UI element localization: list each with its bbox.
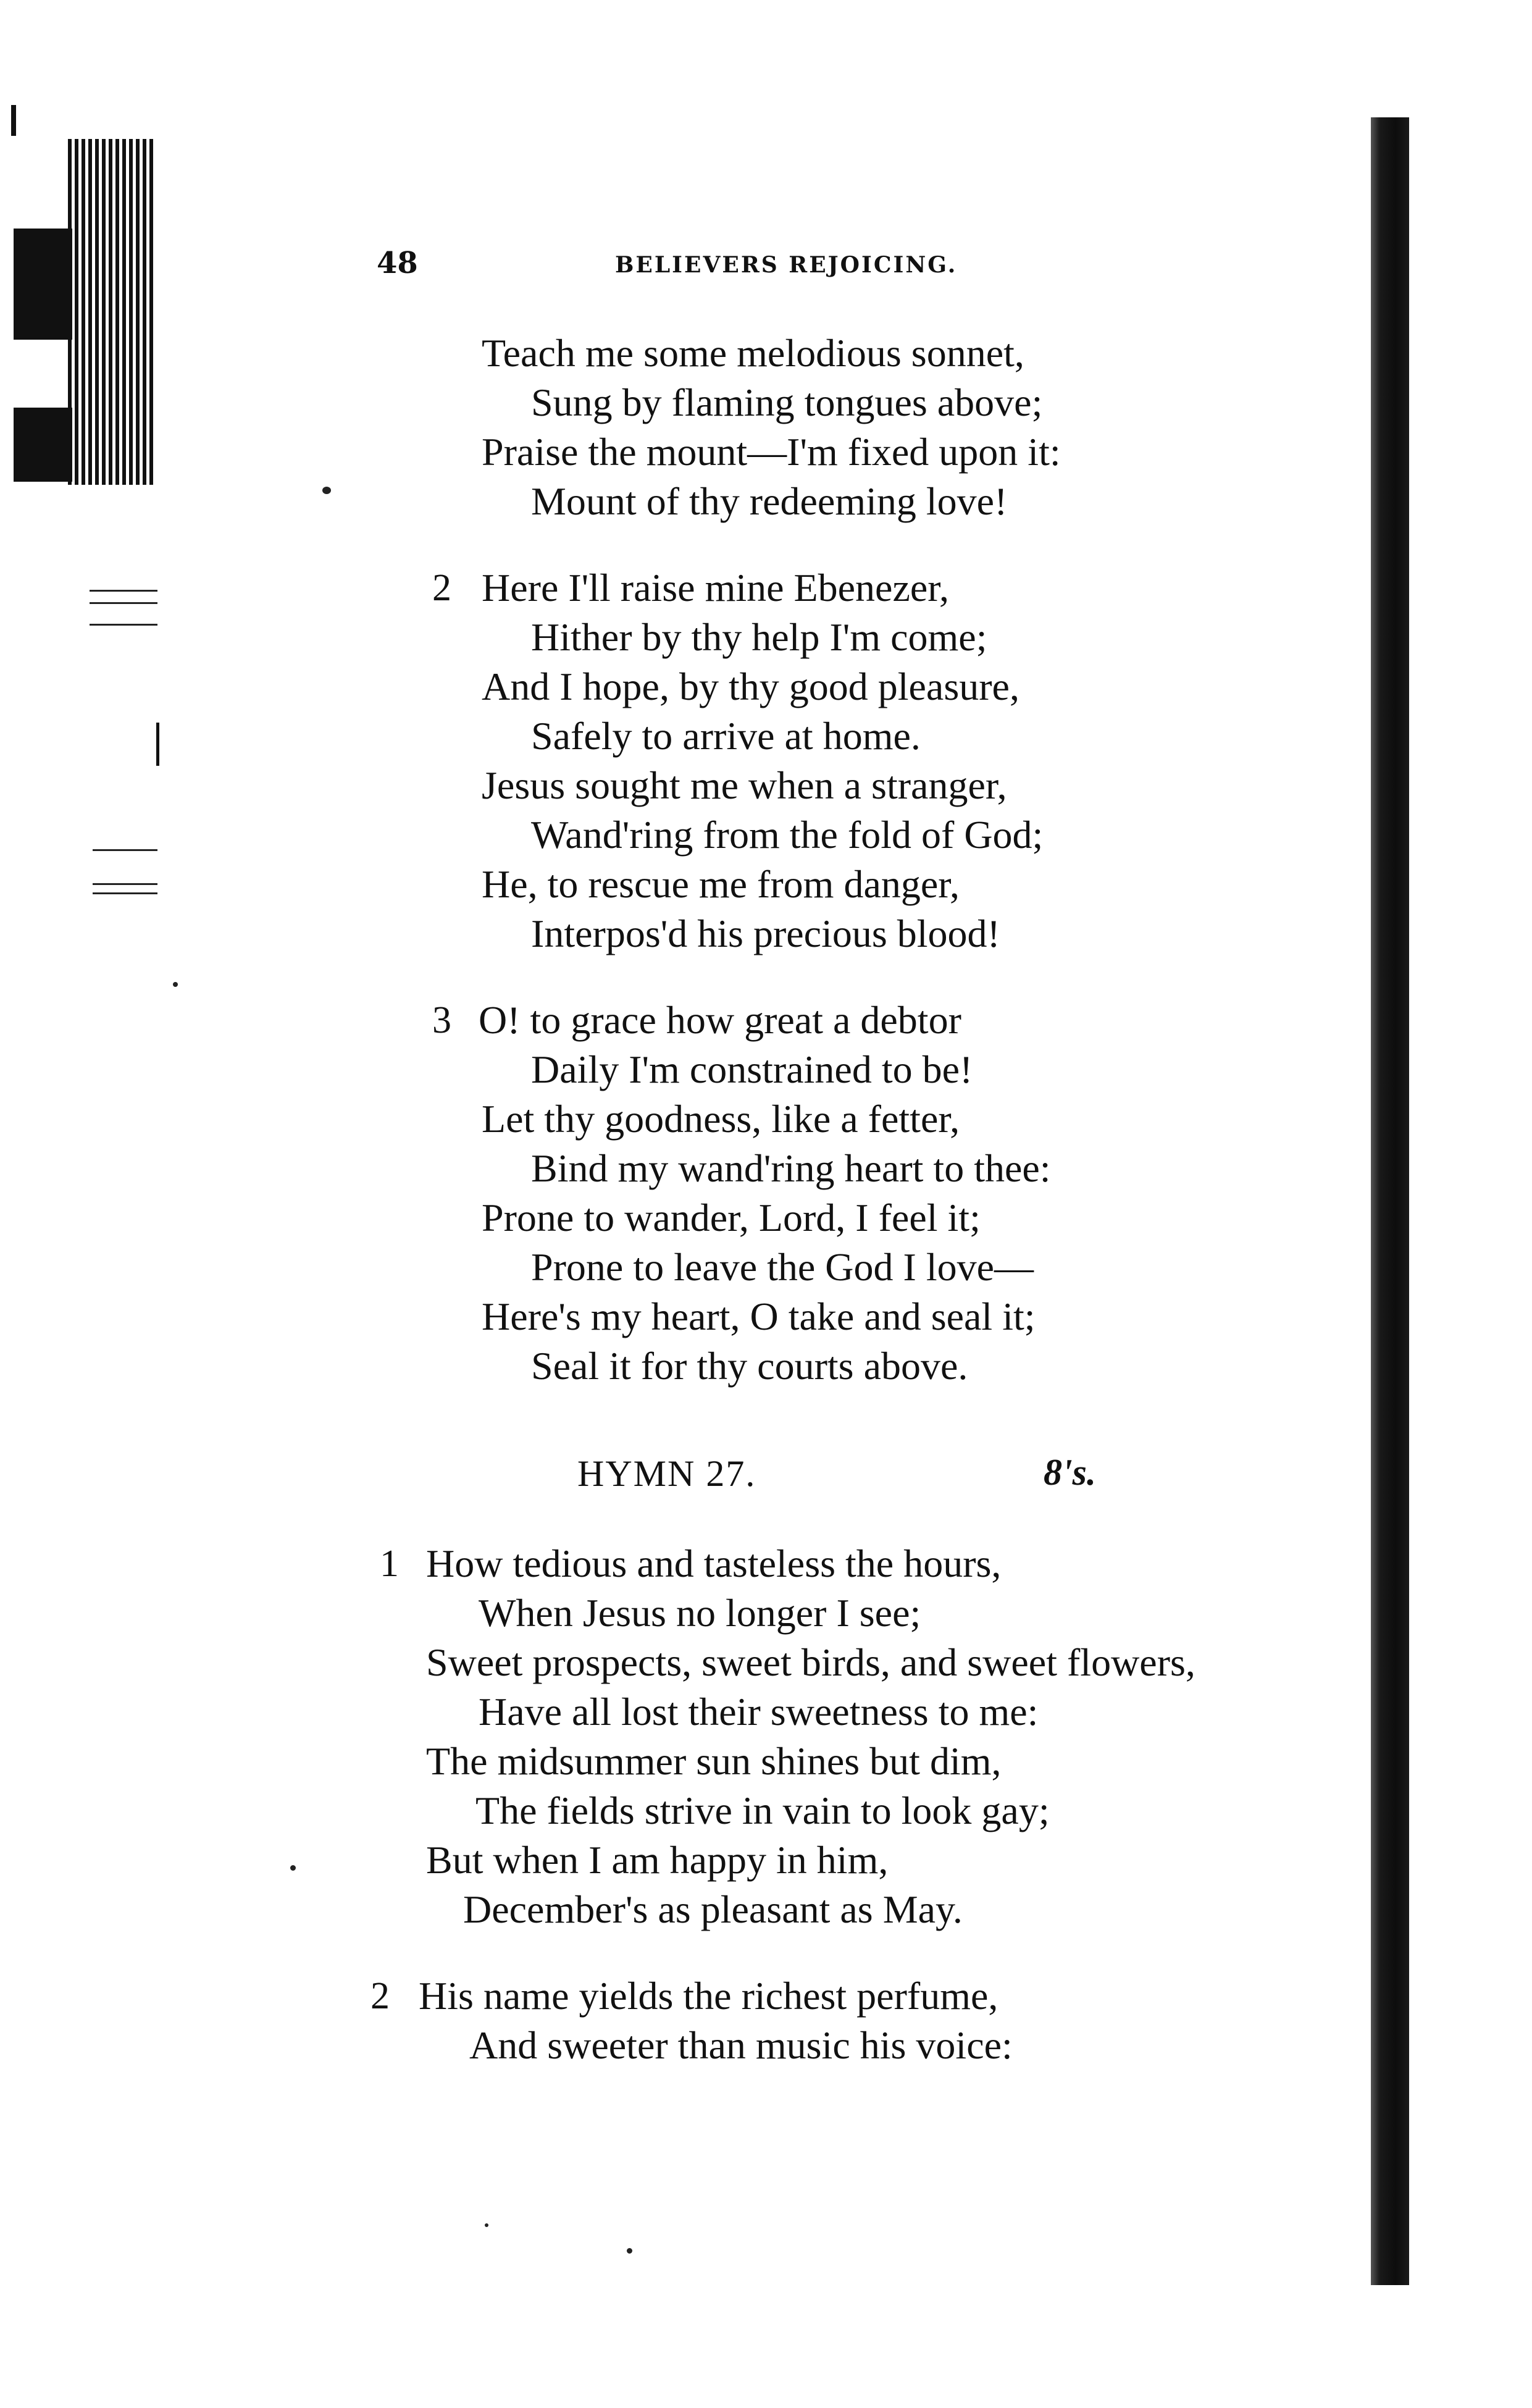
scan-rule: [90, 624, 157, 626]
binding-artifact: [14, 229, 72, 340]
ink-speck: [485, 2223, 488, 2227]
verse-line: Here I'll raise mine Ebenezer,: [482, 566, 949, 610]
verse-line: And I hope, by thy good pleasure,: [482, 665, 1019, 708]
verse-line: Bind my wand'ring heart to thee:: [531, 1146, 1051, 1190]
page-edge-shadow: [1371, 117, 1409, 2285]
verse-line: Wand'ring from the fold of God;: [531, 813, 1044, 857]
ink-speck: [322, 487, 331, 494]
verse-line: His name yields the richest perfume,: [419, 1974, 998, 2018]
verse-number: 3: [432, 999, 451, 1041]
verse-number: 2: [432, 567, 451, 609]
verse-line: Interpos'd his precious blood!: [531, 912, 1000, 955]
verse-line: Have all lost their sweetness to me:: [479, 1690, 1039, 1734]
verse-number: 1: [380, 1543, 399, 1585]
verse-line: Praise the mount—I'm fixed upon it:: [482, 430, 1061, 474]
binding-artifact: [156, 723, 159, 766]
verse-line: Prone to wander, Lord, I feel it;: [482, 1196, 981, 1240]
scan-rule: [90, 602, 157, 604]
verse-line: Mount of thy redeeming love!: [531, 479, 1008, 523]
scan-rule: [93, 849, 157, 851]
running-head: BELIEVERS REJOICING.: [615, 252, 958, 278]
verse-line: But when I am happy in him,: [426, 1838, 889, 1882]
verse-line: The midsummer sun shines but dim,: [426, 1739, 1002, 1783]
verse-line: Jesus sought me when a stranger,: [482, 763, 1007, 807]
hymn-title: HYMN 27.: [577, 1453, 756, 1494]
verse-line: Prone to leave the God I love—: [531, 1245, 1034, 1289]
verse-line: When Jesus no longer I see;: [479, 1591, 921, 1635]
verse-line: He, to rescue me from danger,: [482, 862, 960, 906]
page-number: 48: [377, 246, 418, 280]
verse-line: Seal it for thy courts above.: [531, 1344, 968, 1388]
ink-speck: [173, 982, 178, 987]
binding-artifact: [14, 408, 72, 482]
verse-line: Sung by flaming tongues above;: [531, 380, 1043, 424]
verse-line: Let thy goodness, like a fetter,: [482, 1097, 960, 1141]
verse-line: Teach me some melodious sonnet,: [482, 331, 1024, 375]
verse-line: The fields strive in vain to look gay;: [475, 1789, 1050, 1832]
ink-speck: [627, 2248, 632, 2254]
verse-line: O! to grace how great a debtor: [479, 998, 961, 1042]
binding-artifact: [68, 139, 154, 485]
verse-line: Here's my heart, O take and seal it;: [482, 1294, 1036, 1338]
verse-line: December's as pleasant as May.: [463, 1887, 963, 1931]
page-header: [377, 246, 1118, 283]
scan-rule: [93, 892, 157, 894]
binding-artifact: [11, 105, 16, 136]
verse-number: 2: [370, 1975, 390, 2017]
verse-line: And sweeter than music his voice:: [469, 2023, 1013, 2067]
verse-line: Sweet prospects, sweet birds, and sweet flowers,: [426, 1640, 1195, 1684]
verse-line: Safely to arrive at home.: [531, 714, 921, 758]
ink-speck: [290, 1865, 296, 1871]
verse-line: Hither by thy help I'm come;: [531, 615, 987, 659]
scan-rule: [93, 883, 157, 885]
verse-line: Daily I'm constrained to be!: [531, 1047, 973, 1091]
verse-line: How tedious and tasteless the hours,: [426, 1542, 1002, 1585]
scan-rule: [90, 590, 157, 592]
hymn-meter: 8's.: [1044, 1452, 1097, 1493]
